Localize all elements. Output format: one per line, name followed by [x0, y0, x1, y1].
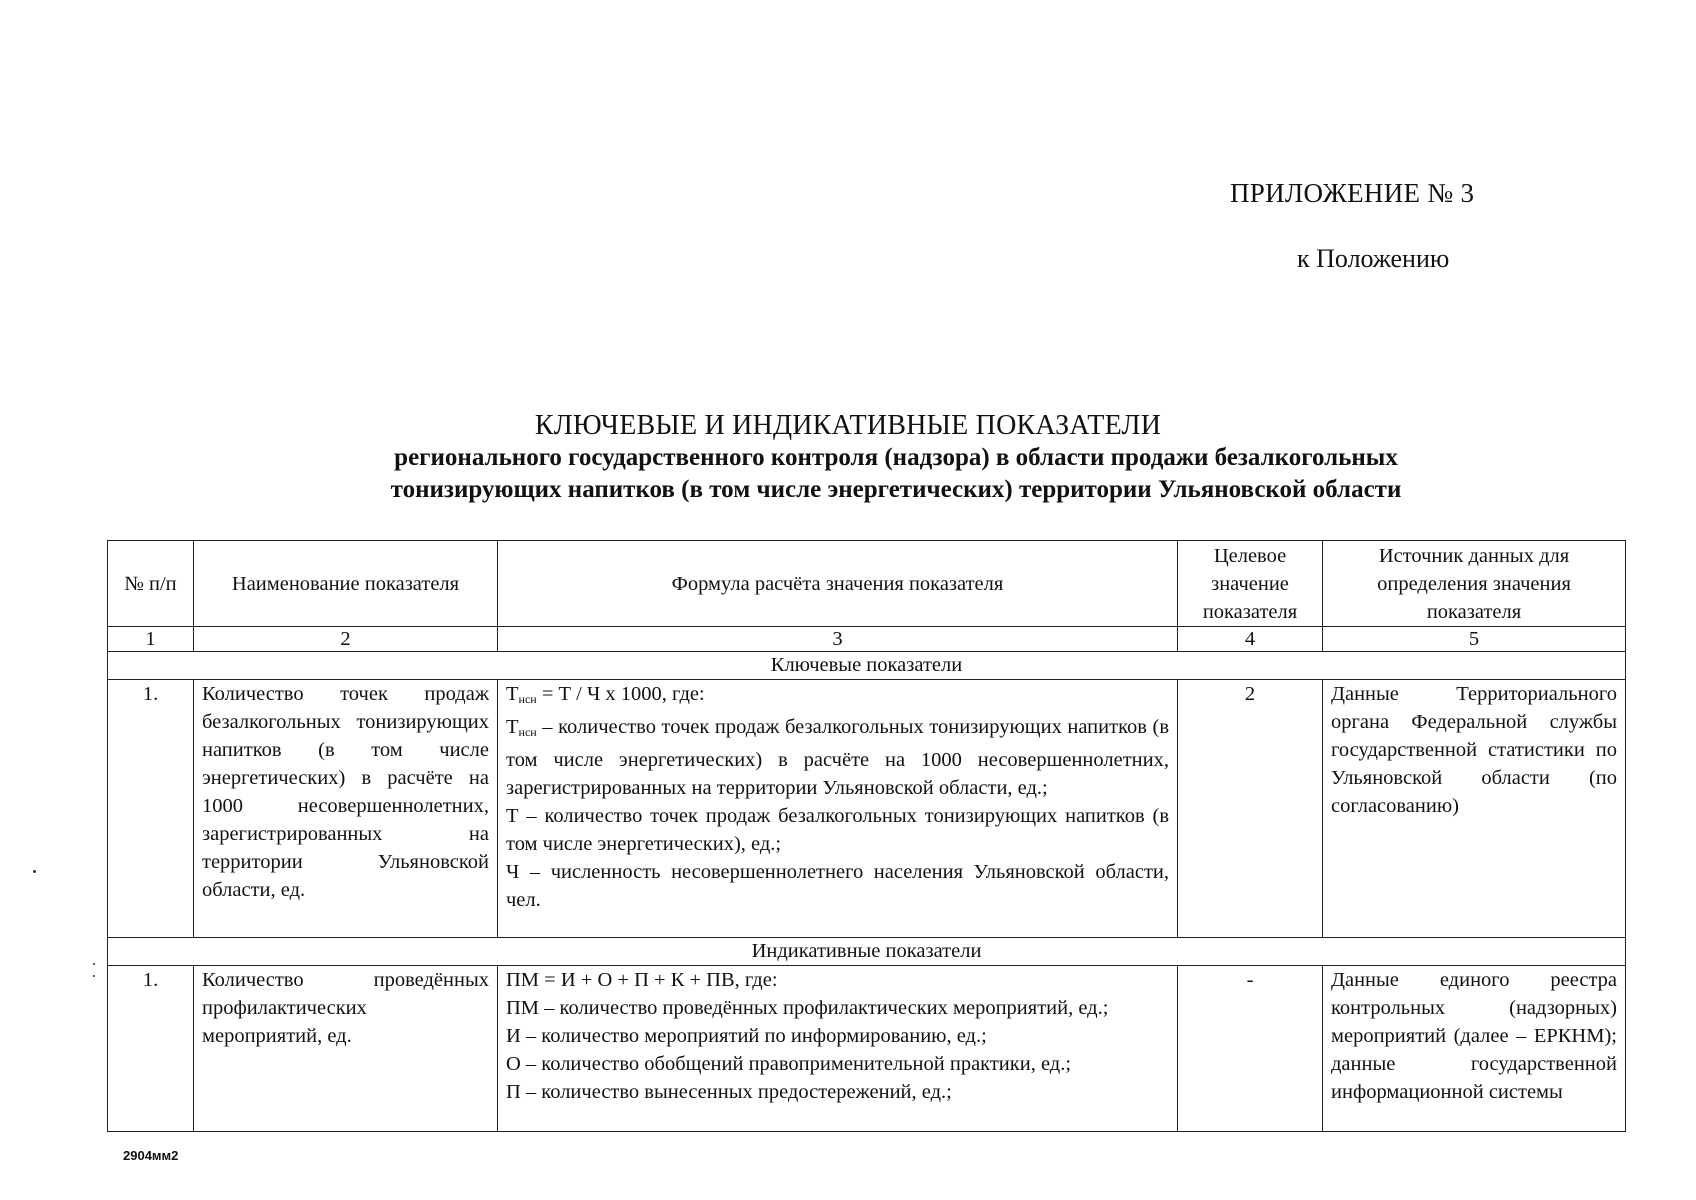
formula-line: [506, 680, 1169, 713]
section-title-indicative: Индикативные показатели: [108, 938, 1626, 966]
formula-line: И – количество мероприятий по информированию, ед.;: [506, 1025, 987, 1047]
column-header-target: Целевое значение показателя: [1178, 541, 1323, 627]
formula-definition: – количество точек продаж безалкогольных тонизирующих напитков (в том числе энергетических) в расчёте на 1000 несовершеннолетних, зарегистрированных на территории Ульяновской области, ед.;: [506, 716, 1169, 799]
document-subtitle-line-1: регионального государственного контроля (надзора) в области продажи безалкогольных: [394, 444, 1398, 471]
indicator-name: Количество точек продаж безалкогольных тонизирующих напитков (в том числе энергетических) в расчёте на 1000 несовершеннолетних, зарегистрированных на территории Ульяновской области, ед.: [194, 680, 498, 938]
table-row: [108, 680, 1626, 938]
formula-line: О – количество обобщений правоприменительной практики, ед.;: [506, 1053, 1072, 1075]
document-title: КЛЮЧЕВЫЕ И ИНДИКАТИВНЫЕ ПОКАЗАТЕЛИ: [534, 410, 1162, 441]
document-subtitle-line-2: тонизирующих напитков (в том числе энергетических) территории Ульяновской области: [390, 476, 1402, 503]
indicator-formula: [498, 680, 1178, 938]
footer-document-code: 2904мм2: [123, 1148, 179, 1163]
column-number: 1: [108, 627, 194, 652]
table-row: [108, 966, 1626, 1132]
column-header-formula: Формула расчёта значения показателя: [498, 541, 1178, 627]
formula-expression: = Т / Ч х 1000, где:: [541, 683, 705, 705]
data-source: Данные единого реестра контрольных (надзорных) мероприятий (далее – ЕРКНМ); данные государственной информационной системы: [1323, 966, 1626, 1132]
formula-line: П – количество вынесенных предостережений, ед.;: [506, 1081, 952, 1103]
column-number: 2: [194, 627, 498, 652]
section-row-key: [108, 652, 1626, 680]
indicators-table: [107, 540, 1626, 1132]
target-value: 2: [1178, 680, 1323, 938]
appendix-label: ПРИЛОЖЕНИЕ № 3: [1230, 178, 1475, 208]
indicator-formula: [498, 966, 1178, 1132]
formula-symbol-subscript: нсн: [518, 725, 537, 739]
formula-symbol: Т: [506, 683, 519, 705]
row-number: 1.: [108, 680, 194, 938]
scan-speck: [93, 963, 95, 965]
formula-definition: Т – количество точек продаж безалкогольных тонизирующих напитков (в том числе энергетических), ед.;: [506, 805, 1169, 855]
formula-symbol-subscript: нсн: [518, 692, 537, 706]
indicator-name: Количество проведённых профилактических мероприятий, ед.: [194, 966, 498, 1132]
formula-definition: Ч – численность несовершеннолетнего населения Ульяновской области, чел.: [506, 861, 1169, 911]
column-header-source: Источник данных для определения значения показателя: [1323, 541, 1626, 627]
column-header-number: № п/п: [108, 541, 194, 627]
formula-line: ПМ = И + О + П + К + ПВ, где:: [506, 969, 778, 991]
column-number: 3: [498, 627, 1178, 652]
column-numbers-row: [108, 627, 1626, 652]
data-source: Данные Территориального органа Федеральной службы государственной статистики по Ульяновской области (по согласованию): [1323, 680, 1626, 938]
formula-symbol: Т: [506, 716, 519, 738]
column-number: 5: [1323, 627, 1626, 652]
target-value: -: [1178, 966, 1323, 1132]
scan-speck: [93, 975, 95, 977]
table-header-row: [108, 541, 1626, 627]
scan-speck: [33, 870, 36, 873]
formula-line: [506, 713, 1169, 802]
column-number: 4: [1178, 627, 1323, 652]
appendix-reference: к Положению: [1297, 244, 1450, 273]
column-header-name: Наименование показателя: [194, 541, 498, 627]
formula-line: ПМ – количество проведённых профилактических мероприятий, ед.;: [506, 997, 1109, 1019]
section-title-key: Ключевые показатели: [108, 652, 1626, 680]
row-number: 1.: [108, 966, 194, 1132]
section-row-indicative: [108, 938, 1626, 966]
